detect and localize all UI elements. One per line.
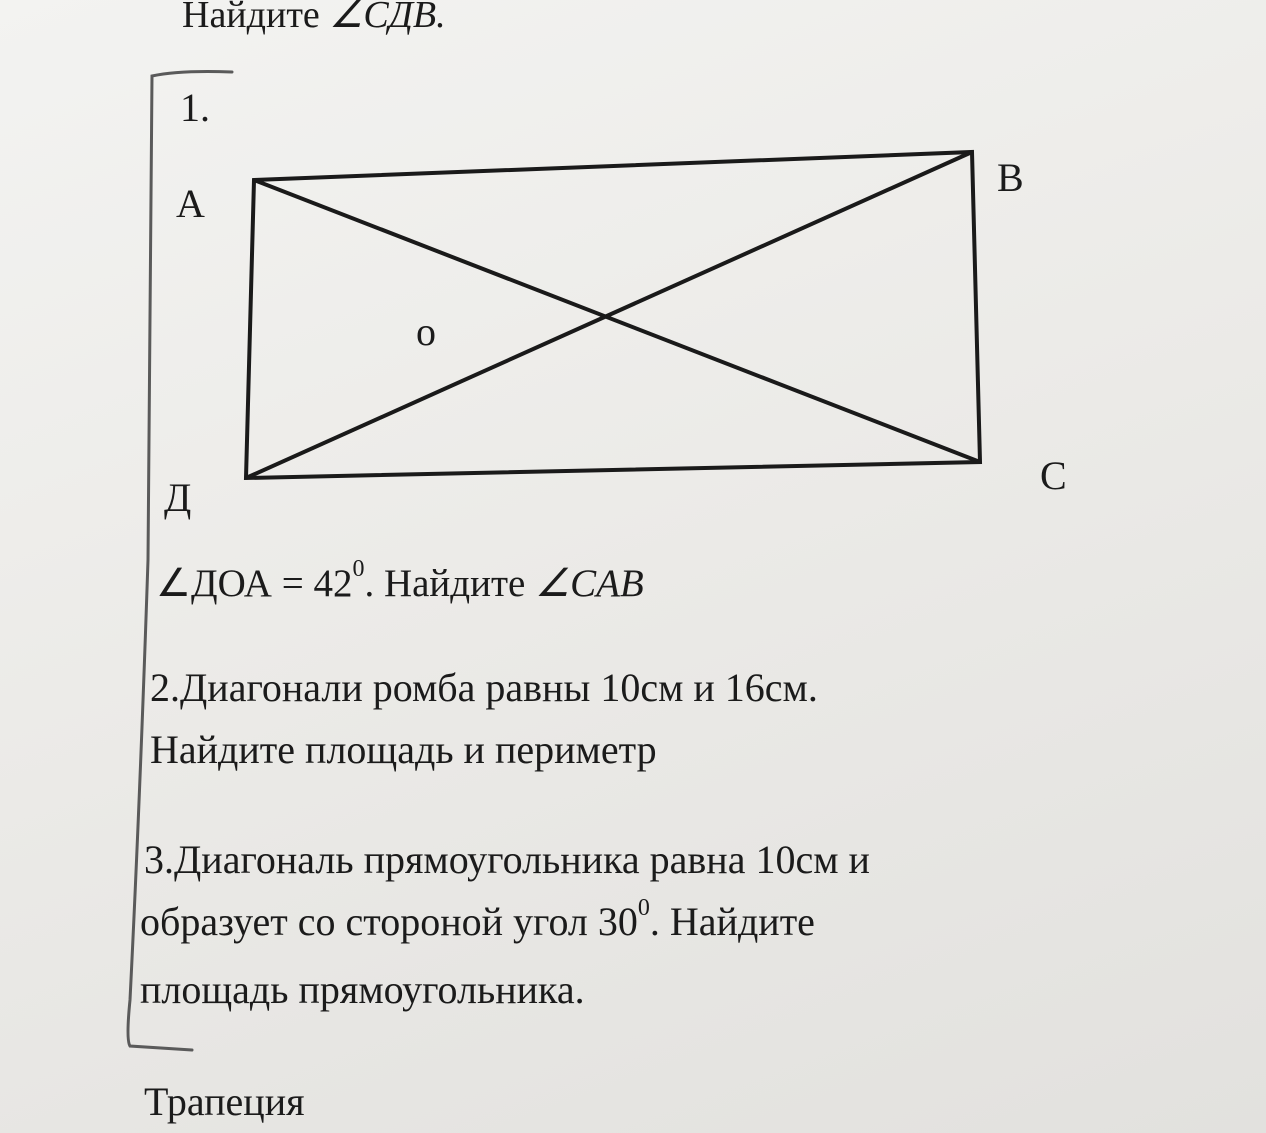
problem2-line1: 2.Диагонали ромба равны 10см и 16см.: [150, 665, 818, 710]
problem3-line2: [140, 895, 815, 944]
problem1-condition: [156, 556, 644, 605]
problem1-given-degree: 0: [352, 556, 365, 582]
problem1-given: ∠ДОА = 42: [156, 562, 353, 605]
problem3-degree: 0: [637, 895, 650, 921]
vertex-label-d: Д: [164, 475, 192, 520]
problem1-number: 1.: [180, 85, 210, 130]
diagonal-ac: [254, 180, 980, 462]
problem1-task-prefix: . Найдите: [364, 562, 536, 605]
section-title-trapezoid: Трапеция: [144, 1079, 305, 1124]
diagonal-bd: [246, 152, 972, 478]
vertex-label-b: В: [997, 155, 1024, 200]
header-angle: ∠СДВ.: [329, 0, 446, 36]
center-label-o: о: [416, 309, 436, 354]
problem3-line3: площадь прямоугольника.: [140, 967, 585, 1012]
header-prefix: Найдите: [182, 0, 330, 36]
problem1-task-angle: ∠CAB: [535, 562, 644, 605]
vertex-label-c: С: [1040, 453, 1067, 498]
problem2-line2: Найдите площадь и периметр: [150, 727, 657, 772]
problem3-line2-b: . Найдите: [649, 899, 815, 944]
problem3-line1: 3.Диагональ прямоугольника равна 10см и: [144, 837, 870, 882]
problem3-line2-a: образует со стороной угол 30: [140, 899, 638, 944]
vertex-label-a: А: [176, 181, 205, 226]
